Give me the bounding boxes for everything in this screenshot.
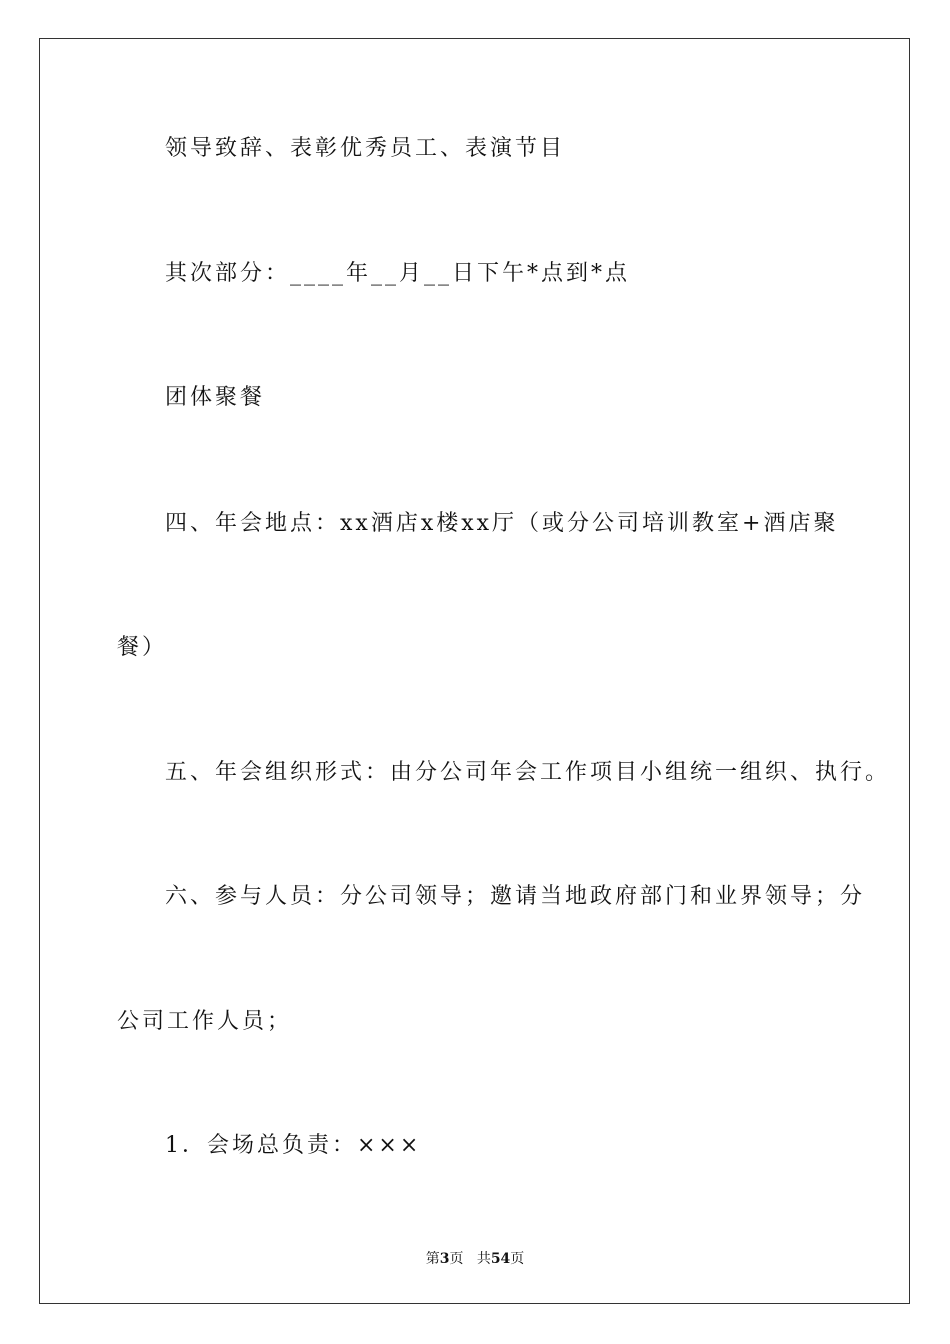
- paragraph-venue-line1: 四、年会地点：xx酒店x楼xx厅（或分公司培训教室+酒店聚: [165, 511, 839, 536]
- paragraph-venue-lead: 1．会场总负责：×××: [165, 1133, 422, 1158]
- footer-page-unit: 页: [449, 1251, 464, 1267]
- footer-page-number: 3: [439, 1251, 450, 1267]
- footer-total-pages: 54: [490, 1251, 511, 1267]
- paragraph-participants-line1: 六、参与人员：分公司领导；邀请当地政府部门和业界领导；分: [165, 884, 866, 909]
- paragraph-second-part-time: 其次部分：____年__月__日下午*点到*点: [165, 261, 631, 286]
- paragraph-organization-form: 五、年会组织形式：由分公司年会工作项目小组统一组织、执行。: [165, 760, 891, 785]
- page-border: [39, 38, 910, 1304]
- page-footer: [0, 1248, 950, 1268]
- paragraph-group-dinner: 团体聚餐: [165, 385, 266, 410]
- footer-total-prefix: 共: [476, 1251, 491, 1267]
- footer-total-unit: 页: [510, 1251, 525, 1267]
- paragraph-agenda-first: 领导致辞、表彰优秀员工、表演节目: [165, 136, 566, 161]
- paragraph-participants-line2: 公司工作人员；: [117, 1009, 293, 1034]
- footer-prefix: 第: [425, 1251, 440, 1267]
- paragraph-venue-line2: 餐）: [117, 635, 168, 660]
